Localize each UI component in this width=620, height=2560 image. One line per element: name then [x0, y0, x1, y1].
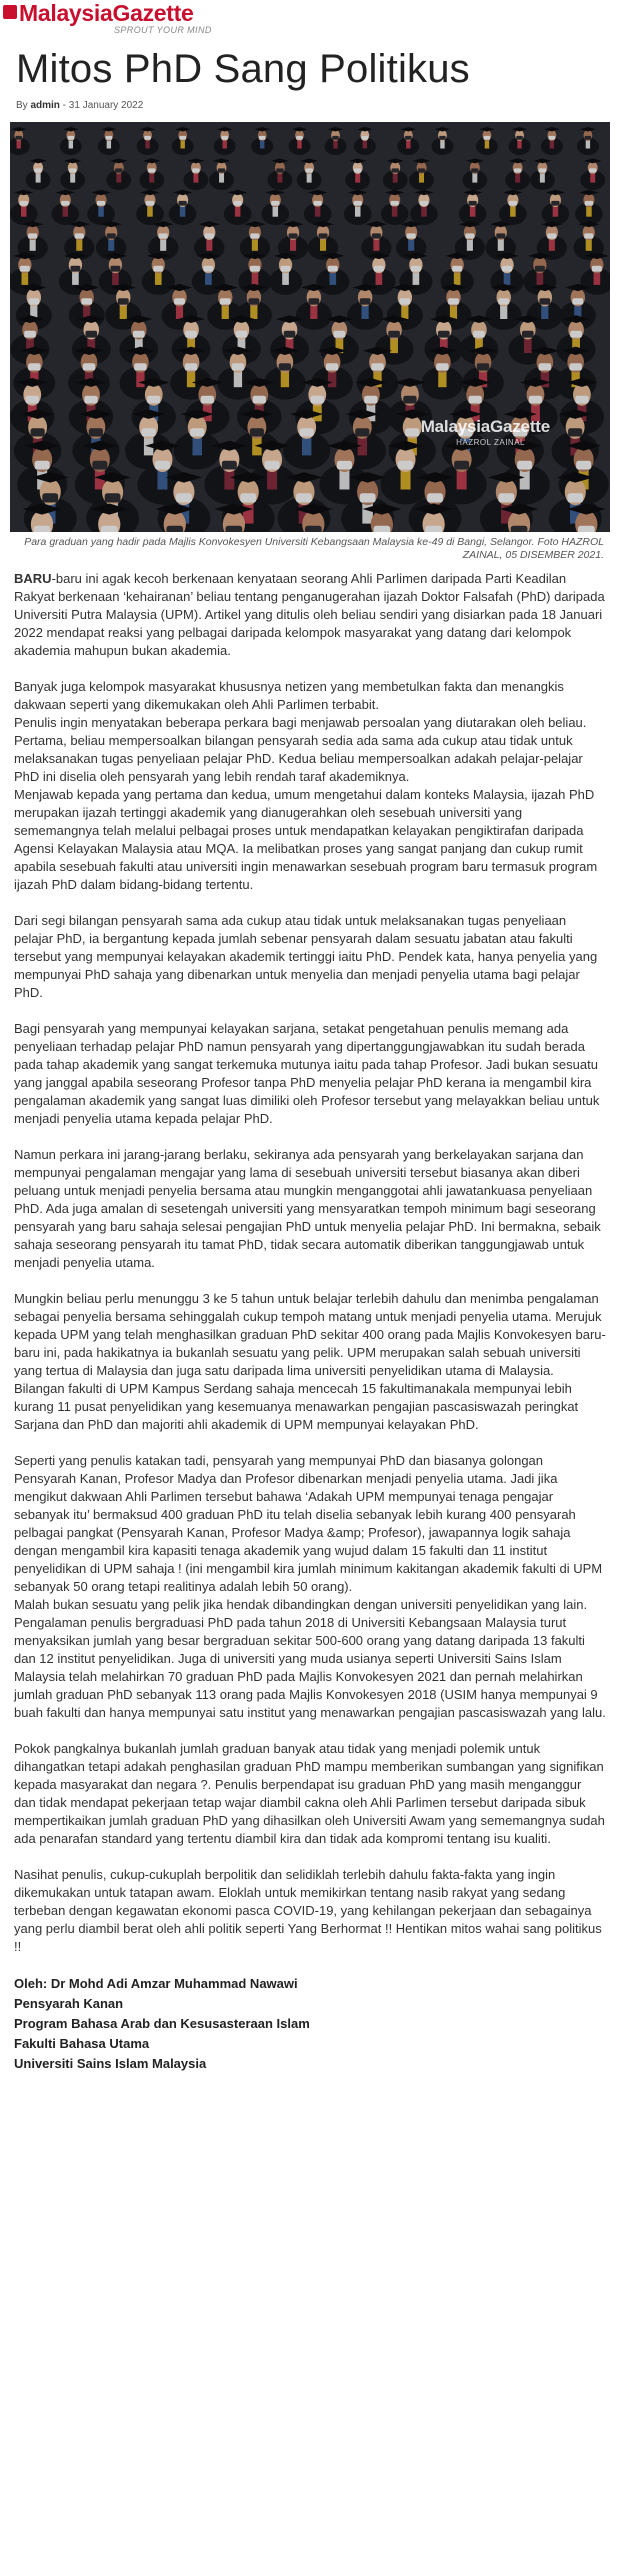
site-logo[interactable]: [3, 2, 212, 35]
paragraph-lead: BARU: [14, 571, 52, 586]
logo-badge-icon: [3, 5, 17, 19]
signature-position: Pensyarah Kanan: [14, 1996, 124, 2011]
author-signature: [14, 1974, 620, 2074]
logo-wordmark: MalaysiaGazette: [19, 0, 194, 26]
paragraph: Malah bukan sesuatu yang pelik jika hendak dibandingkan dengan universiti penyelidikan yang lain. Pengalaman penulis bergraduasi PhD pada tahun 2018 di Universiti Kebangsaan Malaysia turut menyaksikan jumlah yang besar bergraduan sekitar 500-600 orang yang datang daripada 13 fakulti dan 12 institut penyelidikan. Juga di universiti yang muda usianya seperti Universiti Sains Islam Malaysia telah melahirkan 70 graduan PhD pada Majlis Konvokesyen 2021 dan pernah melahirkan jumlah graduan PhD sebanyak 113 orang pada Majlis Konvokesyen 2018 (USIM hanya mempunyai 9 buah fakulti dan hanya mempunyai satu institut yang menawarkan pengajian pascasiswazah yang lalu.: [14, 1597, 606, 1720]
paragraph: Penulis ingin menyatakan beberapa perkara bagi menjawab persoalan yang diutarakan oleh beliau. Pertama, beliau mempersoalkan bilangan pensyarah sedia ada sama ada cukup atau tidak untuk melaksanakan tugas penyeliaan pelajar PhD. Kedua beliau mempersoalkan adakah pelajar-pelajar PhD ini diselia oleh pensyarah yang lebih rendah taraf akademiknya.: [14, 715, 587, 784]
signature-university: Universiti Sains Islam Malaysia: [14, 2056, 207, 2071]
logo-tagline: SPROUT YOUR MIND: [114, 25, 212, 35]
paragraph: Menjawab kepada yang pertama dan kedua, umum mengetahui dalam konteks Malaysia, ijazah PhD merupakan ijazah tertinggi akademik yang dianugerahkan oleh sesebuah universiti yang sememangnya telah melalui pelbagai proses untuk mendapatkan kelayakan pengiktirafan daripada Agensi Kelayakan Malaysia atau MQA. Ia melibatkan proses yang sangat panjang dan cukup rumit apabila sesebuah fakulti atau universiti ingin menawarkan sesebuah program baru termasuk program ijazah PhD dalam bidang-bidang tertentu.: [14, 787, 598, 892]
paragraph: BARU-baru ini agak kecoh berkenaan kenyataan seorang Ahli Parlimen daripada Parti Keadilan Rakyat berkenaan ‘kehairanan’ beliau tentang penganugerahan ijazah Doktor Falsafah (PhD) daripada Universiti Putra Malaysia (UPM). Artikel yang ditulis oleh beliau sendiri yang disiarkan pada 18 Januari 2022 mendapat reaksi yang pelbagai daripada kelompok masyarakat yang datang dari kelompok akademia mahupun bukan akademia.: [14, 571, 605, 658]
site-header: [0, 0, 620, 38]
meta-separator: -: [59, 100, 69, 111]
paragraph: Mungkin beliau perlu menunggu 3 ke 5 tahun untuk belajar terlebih dahulu dan menimba pengalaman sebagai penyelia bersama sehinggalah cukup tempoh matang untuk menjadi penyelia utama. Merujuk kepada UPM yang telah menghasilkan graduan PhD sekitar 400 orang pada Majlis Konvokesyen baru-baru ini, pada hakikatnya ia bukanlah sesuatu yang pelik. UPM merupakan salah sebuah universiti yang tertua di Malaysia dan juga satu daripada lima universiti penyelidikan utama di Malaysia. Bilangan fakulti di UPM Kampus Serdang sahaja mencecah 15 fakultimanakala mempunyai lebih kurang 11 pusat penyelidikan yang kesemuanya menawarkan pengajian pascasiswazah peringkat Sarjana dan PhD dan majoriti ahli akademik di UPM mempunyai kelayakan PhD.: [14, 1291, 606, 1432]
signature-faculty: Fakulti Bahasa Utama: [14, 2036, 150, 2051]
paragraph: Namun perkara ini jarang-jarang berlaku, sekiranya ada pensyarah yang berkelayakan sarjana dan mempunyai pengalaman mengajar yang lama di sesebuah universiti tersebut biasanya akan diberi peluang untuk menjadi penyelia bersama atau mungkin menganggotai ahli jawatankuasa penyeliaan PhD. Ada juga amalan di sesetengah universiti yang mensyaratkan tempoh minimum bagi seseorang pensyarah yang baru sahaja selesai pengajian PhD untuk menyelia pelajar PhD. Ini bermakna, sebaik sahaja seseorang pensyarah itu tamat PhD, tidak secara automatik diberikan tanggungjawab untuk menjadi penyelia utama.: [14, 1147, 601, 1270]
meta-by: By: [16, 100, 31, 111]
paragraph: Nasihat penulis, cukup-cukuplah berpolitik dan selidiklah terlebih dahulu fakta-fakta yang ingin dikemukakan untuk tatapan awam. Eloklah untuk memikirkan tentang nasib rakyat yang sedang terbeban dengan kegawatan ekonomi pasca COVID-19, yang kehilangan pekerjaan dan sebagainya yang perlu diambil berat oleh ahli politik seperti Yang Berhormat !! Hentikan mitos wahai sang politikus !!: [14, 1867, 602, 1954]
photo-caption: Para graduan yang hadir pada Majlis Konvokesyen Universiti Kebangsaan Malaysia ke-49 di Bangi, Selangor. Foto HAZROL ZAINAL, 05 DISEMBER 2021.: [24, 536, 604, 561]
article-title: Mitos PhD Sang Politikus: [16, 47, 470, 91]
article-meta: [16, 100, 620, 114]
featured-photo: [10, 122, 610, 532]
photo-watermark: MalaysiaGazette: [420, 417, 550, 436]
author-link[interactable]: admin: [30, 100, 60, 111]
paragraph: Bagi pensyarah yang mempunyai kelayakan sarjana, setakat pengetahuan penulis memang ada penyeliaan terhadap pelajar PhD namun pensyarah yang dipertanggungjawabkan itu sudah berada pada tahap akademik yang sangat terkemuka mutunya iaitu pada tahap Profesor. Jadi bukan sesuatu yang janggal apabila seseorang Profesor tanpa PhD menyelia pelajar PhD kerana ia mengambil kira pengalaman akademik yang sangat luas dimiliki oleh Profesor tersebut yang melayakkan beliau untuk menjadi penyelia utama kepada pelajar PhD.: [14, 1021, 600, 1126]
paragraph: Seperti yang penulis katakan tadi, pensyarah yang mempunyai PhD dan biasanya golongan Pensyarah Kanan, Profesor Madya dan Profesor dibenarkan menjadi penyelia utama. Jadi jika mengikut dakwaan Ahli Parlimen tersebut bahawa ‘Adakah UPM mempunyai tenaga pengajar sebanyak itu’ bermaksud 400 graduan PhD itu telah diselia sebanyak lebih kurang 400 pensyarah pelbagai pangkat (Pensyarah Kanan, Profesor Madya &amp; Profesor), jawapannya logik sahaja dengan mengambil kira kapasiti tenaga akademik yang wujud dalam 15 fakulti dan 11 institut penyelidikan di UPM sahaja ! (ini mengambil kira jumlah minimum kakitangan akademik fakulti di UPM sebanyak 50 orang tetapi realitinya adalah lebih 50 orang).: [14, 1453, 603, 1594]
graduates-crowd-image: [10, 122, 610, 532]
photo-watermark-credit: HAZROL ZAINAL: [456, 438, 525, 447]
paragraph: Dari segi bilangan pensyarah sama ada cukup atau tidak untuk melaksanakan tugas penyeliaan pelajar PhD, ia bergantung kepada jumlah sebenar pensyarah dalam sesuatu jabatan atau fakulti tersebut yang mempunyai kelayakan akademik tertinggi iaitu PhD. Pendek kata, hanya penyelia yang mempunyai PhD sahaja yang dibenarkan untuk menyelia dan menjadi penyelia utama bagi pelajar PhD.: [14, 913, 598, 1000]
article-body: [14, 570, 606, 1956]
paragraph: Pokok pangkalnya bukanlah jumlah graduan banyak atau tidak yang menjadi polemik untuk dihangatkan tetapi adakah penghasilan graduan PhD mampu memberikan sumbangan yang signifikan kepada masyarakat dan negara ?. Penulis berpendapat isu graduan PhD yang masih menganggur dan tidak mendapat pekerjaan tetap wajar diambil cakna oleh Ahli Parlimen tersebut daripada sibuk mempertikaikan jumlah graduan PhD yang dihasilkan oleh Universiti Awam yang sememangnya sudah ada penarafan standard yang tertentu diambil kira dan tidak ada kompromi tentang isu kualiti.: [14, 1741, 605, 1846]
signature-program: Program Bahasa Arab dan Kesusasteraan Islam: [14, 2016, 310, 2031]
publish-date: 31 January 2022: [68, 100, 144, 111]
paragraph: Banyak juga kelompok masyarakat khususnya netizen yang membetulkan fakta dan menangkis dakwaan seperti yang dikemukakan oleh Ahli Parlimen terbabit.: [14, 679, 564, 712]
signature-name: Oleh: Dr Mohd Adi Amzar Muhammad Nawawi: [14, 1976, 298, 1991]
